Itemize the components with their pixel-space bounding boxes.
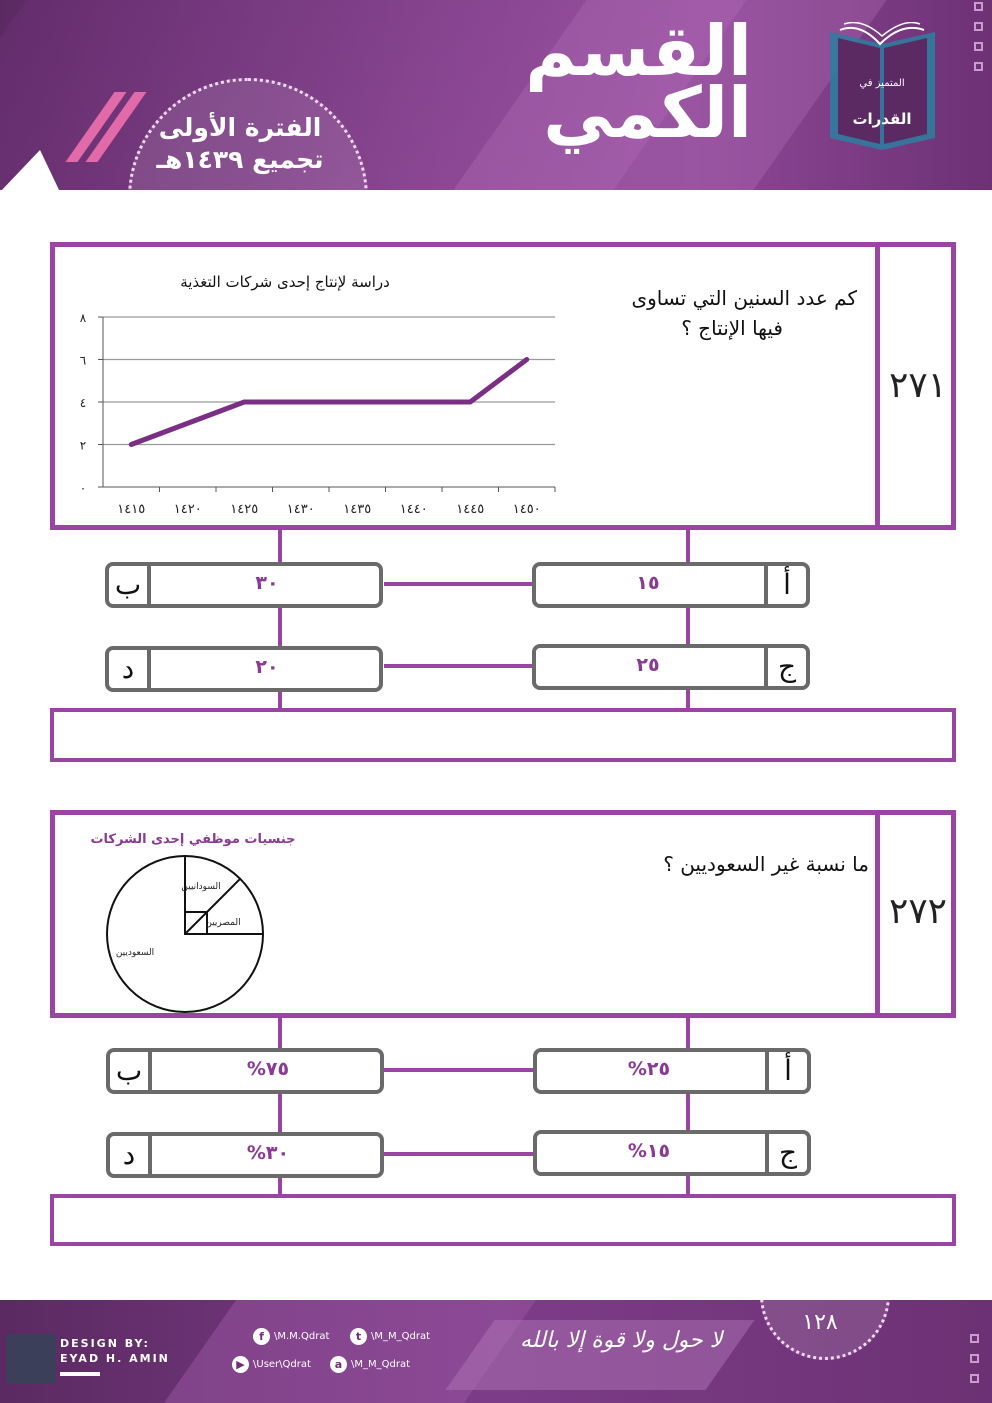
footer-squares (970, 1334, 979, 1394)
question-text (537, 283, 857, 343)
option-value: ٢٥ (636, 654, 660, 676)
x-tick-label: ١٤٣٠ (286, 502, 315, 517)
page-number: ١٢٨ (802, 1310, 838, 1335)
x-tick-label: ١٤٥٠ (512, 502, 541, 517)
designer-name: EYAD H. AMIN (60, 1352, 170, 1365)
option-letter: أ (765, 1052, 807, 1090)
page-footer (0, 1300, 992, 1403)
section-title (525, 10, 752, 154)
social-handle: \User\Qdrat (253, 1359, 311, 1370)
section-title-line2: الكمي (543, 72, 752, 154)
calligraphy-text: لا حول ولا قوة إلا بالله (520, 1328, 723, 1353)
question-271-box (50, 242, 956, 530)
design-by-label: DESIGN BY: (60, 1337, 150, 1350)
pie-title: جنسيات موظفي إحدى الشركات (90, 832, 296, 847)
question-number-column (875, 815, 951, 1013)
section-title-line1: القسم (525, 10, 752, 92)
option-value: %١٥ (627, 1140, 671, 1162)
connector-row1 (384, 1068, 534, 1072)
connector-row1 (384, 582, 534, 586)
option-b[interactable] (106, 1048, 384, 1094)
x-tick-label: ١٤٣٥ (343, 502, 372, 517)
x-tick-label: ١٤٢٠ (173, 502, 202, 517)
designer-signature-icon (6, 1334, 56, 1384)
facebook-icon: f (253, 1328, 270, 1345)
option-letter: ب (110, 1052, 152, 1090)
x-tick-label: ١٤١٥ (117, 502, 146, 517)
youtube-icon: ▶ (232, 1356, 249, 1373)
option-letter: ب (109, 566, 151, 604)
option-a[interactable] (532, 562, 810, 608)
option-b[interactable] (105, 562, 383, 608)
option-letter: أ (764, 566, 806, 604)
production-line-chart (65, 261, 565, 523)
period-title (140, 112, 340, 176)
question-text-line1: كم عدد السنين التي تساوى (631, 286, 857, 310)
option-d[interactable] (106, 1132, 384, 1178)
social-handle: \M.M.Qdrat (274, 1331, 330, 1342)
pie-slice-label: السودانيين (181, 882, 221, 892)
question-number: ٢٧١ (888, 365, 947, 406)
option-letter: د (109, 650, 151, 688)
social-ask[interactable] (330, 1356, 410, 1373)
option-value: %٢٥ (627, 1058, 671, 1080)
y-tick-label: ٢ (79, 438, 87, 453)
header-corner (0, 150, 60, 192)
header-stripes (90, 92, 130, 162)
ask-icon: a (330, 1356, 347, 1373)
page-header (0, 0, 992, 190)
question-text-line1: ما نسبة غير السعوديين ؟ (663, 852, 869, 876)
pie-slice-label: المصريين (205, 918, 241, 928)
option-d[interactable] (105, 646, 383, 692)
social-facebook[interactable] (253, 1328, 329, 1345)
option-letter: د (110, 1136, 152, 1174)
book-logo-icon (820, 22, 945, 152)
logo-text: القدرات (852, 110, 912, 128)
option-value: ٢٠ (255, 656, 279, 678)
y-tick-label: ٨ (79, 311, 87, 325)
period-line1: الفترة الأولى (158, 113, 322, 142)
y-tick-label: ٤ (79, 396, 87, 410)
option-c[interactable] (533, 1130, 811, 1176)
answer-box-271[interactable] (50, 708, 956, 762)
period-line2: تجميع ١٤٣٩هـ (156, 145, 324, 174)
social-handle: \M_M_Qdrat (351, 1359, 411, 1370)
pie-slice-label: السعوديين (115, 948, 155, 958)
connector-row2 (384, 1152, 534, 1156)
x-tick-label: ١٤٤٠ (399, 502, 428, 517)
option-letter: ج (765, 1134, 807, 1172)
nationalities-pie-chart (73, 821, 333, 1016)
x-tick-label: ١٤٢٥ (230, 502, 259, 517)
question-272-box (50, 810, 956, 1018)
answer-box-272[interactable] (50, 1194, 956, 1246)
x-tick-label: ١٤٤٥ (456, 502, 485, 517)
option-value: %٧٥ (246, 1058, 290, 1080)
option-c[interactable] (532, 644, 810, 690)
connector-row2 (384, 664, 534, 668)
question-number-column (875, 247, 951, 525)
design-underline (60, 1372, 100, 1376)
y-tick-label: ٦ (79, 353, 87, 368)
social-twitter[interactable] (350, 1328, 430, 1345)
option-letter: ج (764, 648, 806, 686)
question-text-line2: فيها الإنتاج ؟ (681, 316, 783, 340)
social-handle: \M_M_Qdrat (371, 1331, 431, 1342)
option-a[interactable] (533, 1048, 811, 1094)
header-squares (974, 2, 988, 82)
logo-small-text: المتميز في (859, 78, 905, 89)
design-credit (60, 1336, 170, 1366)
y-tick-label: ٠ (79, 481, 87, 495)
question-text (529, 849, 869, 879)
twitter-icon: t (350, 1328, 367, 1345)
social-youtube[interactable] (232, 1356, 311, 1373)
option-value: ٣٠ (255, 572, 279, 594)
option-value: ١٥ (636, 572, 660, 594)
chart-title: دراسة لإنتاج إحدى شركات التغذية (180, 273, 390, 291)
question-number: ٢٧٢ (888, 891, 947, 932)
option-value: %٣٠ (246, 1142, 290, 1164)
